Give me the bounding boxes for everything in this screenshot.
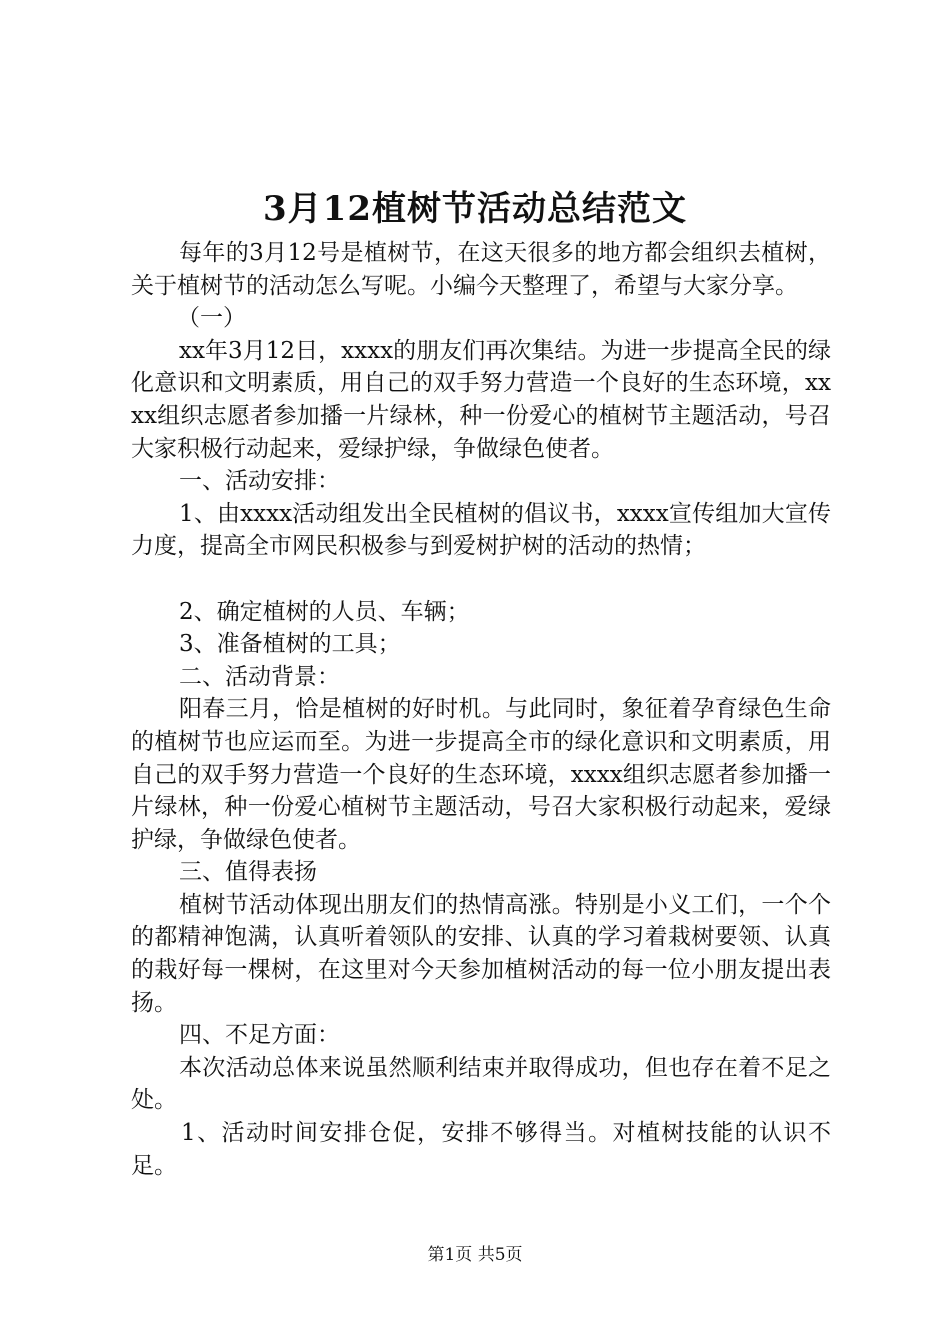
document-title: 3月12植树节活动总结范文 bbox=[263, 189, 687, 229]
list-item-1: 1、由xxxx活动组发出全民植树的倡议书，xxxx宣传组加大宣传力度，提高全市网民积极参与到爱树护树的活动的热情； bbox=[131, 500, 831, 560]
heading-commendation: 三、值得表扬 bbox=[179, 859, 317, 886]
list-item-3: 3、准备植树的工具； bbox=[179, 631, 401, 658]
document-body bbox=[131, 237, 831, 1182]
paragraph-commendation: 植树节活动体现出朋友们的热情高涨。特别是小义工们，一个个的都精神饱满，认真听着领队的安排、认真的学习着栽树要领、认真的栽好每一棵树，在这里对今天参加植树活动的每一位小朋友提出表扬。 bbox=[131, 891, 831, 1016]
list-item-2: 2、确定植树的人员、车辆； bbox=[179, 598, 470, 625]
shortcoming-item-1: 1、活动时间安排仓促，安排不够得当。对植树技能的认识不足。 bbox=[131, 1120, 831, 1179]
section-marker-one: （一） bbox=[177, 305, 246, 332]
paragraph-gathering: xx年3月12日，xxxx的朋友们再次集结。为进一步提高全民的绿化意识和文明素质，用自己的双手努力营造一个良好的生态环境，xxxx组织志愿者参加播一片绿林，种一份爱心的植树节主题活动，号召大家积极行动起来，爱绿护绿，争做绿色使者。 bbox=[131, 337, 831, 462]
intro-paragraph: 每年的3月12号是植树节，在这天很多的地方都会组织去植树，关于植树节的活动怎么写呢。小编今天整理了，希望与大家分享。 bbox=[131, 240, 831, 299]
paragraph-background: 阳春三月，恰是植树的好时机。与此同时，象征着孕育绿色生命的植树节也应运而至。为进一步提高全市的绿化意识和文明素质，用自己的双手努力营造一个良好的生态环境，xxxx组织志愿者参加播一片绿林，种一份爱心植树节主题活动，号召大家积极行动起来，爱绿护绿，争做绿色使者。 bbox=[131, 696, 831, 853]
paragraph-shortcomings: 本次活动总体来说虽然顺利结束并取得成功，但也存在着不足之处。 bbox=[131, 1054, 831, 1114]
heading-activity-arrangement: 一、活动安排： bbox=[179, 468, 340, 495]
blank-line bbox=[131, 563, 831, 596]
heading-shortcomings: 四、不足方面： bbox=[179, 1022, 340, 1049]
page-footer: 第1页 共5页 bbox=[427, 1245, 523, 1265]
heading-activity-background: 二、活动背景： bbox=[179, 663, 340, 690]
